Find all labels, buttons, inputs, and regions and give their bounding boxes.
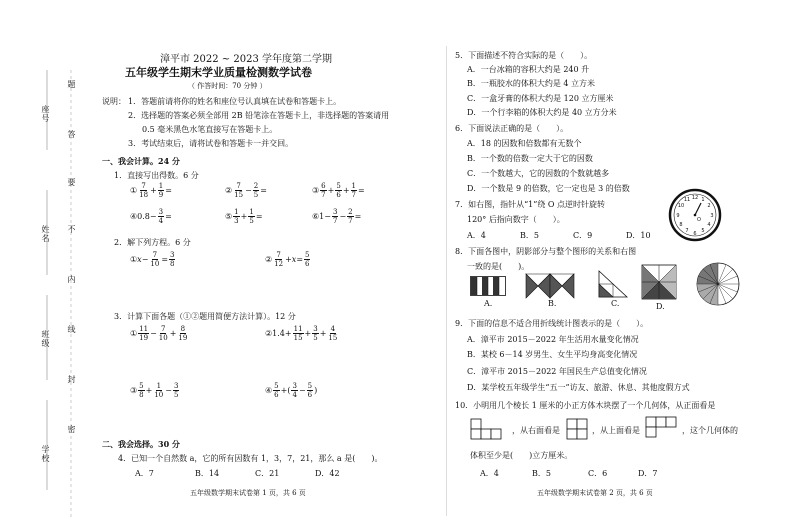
q9-option: B．某校 6－14 岁男生、女生平均身高变化情况 [467, 350, 638, 359]
q3-title: 3．计算下面各题（①②题用简便方法计算）。12 分 [114, 312, 296, 321]
seal-char: 封 [67, 375, 76, 384]
svg-text:5: 5 [701, 228, 705, 234]
svg-text:2: 2 [707, 203, 711, 209]
svg-text:10: 10 [677, 203, 685, 209]
instruction-item: 2．选择题的答案必须全部用 2B 铅笔涂在答题卡上，非选择题的答案请用 [128, 111, 390, 120]
q7-option: B．5 [520, 231, 539, 240]
footer-left: 五年级数学期末试卷第 1 页，共 6 页 [190, 489, 306, 497]
instruction-item: 3．考试结束后，请将试卷和答题卡一并交回。 [128, 139, 294, 148]
header-line1: 漳平市 2022 ~ 2023 学年度第二学期 [160, 54, 332, 65]
q10-option: A．4 [480, 469, 499, 478]
instruction-item: 1．答题前请将你的姓名和座位号认真填在试卷和答题卡上。 [128, 97, 342, 106]
q10-option: C．6 [588, 469, 608, 478]
q7-option: C．9 [573, 231, 593, 240]
q4-option: A．7 [135, 469, 154, 478]
seal-char: 内 [67, 275, 76, 284]
q1-item-5: ⑤ $\frac{1}{3}$ + $\frac{1}{5}$ = [225, 208, 263, 225]
svg-text:1: 1 [701, 197, 705, 203]
section1-title: 一、我会计算。24 分 [102, 156, 180, 166]
q2-item-1: ① x − $\frac{7}{10}$ = $\frac{3}{8}$ [130, 251, 175, 268]
label-banji: 班级 [41, 330, 50, 348]
q9-option: C．漳平市 2015－2022 年国民生产总值变化情况 [467, 367, 647, 376]
figure-c [598, 270, 628, 298]
front-view-figure [470, 418, 510, 442]
q1-item-1: ① $\frac{7}{18}$ + $\frac{1}{9}$ = [130, 182, 172, 199]
q7-stem-2: 120° 后指向数字（ ）。 [467, 215, 565, 224]
seal-char: 密 [67, 425, 76, 434]
figure-b [525, 273, 579, 299]
q9-option: A．漳平市 2015－2022 年生活用水量变化情况 [467, 335, 639, 344]
q1-item-4: ④0.8− $\frac{3}{4}$ = [130, 208, 172, 225]
q10-mid-2: ，从上面看是 [592, 426, 640, 435]
q4-option: D．42 [315, 469, 340, 478]
seal-char: 线 [67, 325, 76, 334]
svg-text:7: 7 [685, 228, 689, 234]
svg-text:11: 11 [683, 197, 691, 203]
section2-title: 二、我会选择。30 分 [102, 439, 180, 449]
q5-option: A．一台冰箱的容积大约是 240 升 [467, 65, 590, 74]
q6-option: D．一个数是 9 的倍数，它一定也是 3 的倍数 [467, 184, 630, 193]
q9-stem: 9．下面的信息不适合用折线统计图表示的是（ ）。 [455, 319, 649, 328]
label-xuexiao: 学校 [41, 445, 50, 463]
seal-char: 要 [67, 178, 76, 187]
figure-b-label: B. [548, 299, 557, 308]
q4-option: B．14 [195, 469, 220, 478]
seal-char: 题 [67, 80, 76, 89]
svg-text:8: 8 [679, 222, 683, 228]
q8-stem-1: 8．下面各图中，阴影部分与整个图形的关系和右图 [455, 247, 637, 256]
q6-option: C．一个数越大，它的因数的个数就越多 [467, 169, 610, 178]
q3-item-1: ① $\frac{11}{19}$ − $\frac{7}{10}$ + $\frac{8}{19}$ [130, 325, 188, 342]
q1-item-6: ⑥1− $\frac{3}{7}$ − $\frac{2}{7}$ = [312, 208, 362, 225]
label-zuohao: 座号 [41, 105, 50, 123]
q10-option: B．5 [532, 469, 551, 478]
instructions-label: 说明： [102, 97, 126, 106]
figure-a-label: A. [484, 299, 493, 308]
q4-option: C．21 [255, 469, 280, 478]
q3-item-2: ②1.4+ $\frac{11}{15}$ + $\frac{3}{5}$ + $\frac{4}{15}$ [265, 325, 338, 342]
figure-d-label: D. [656, 302, 665, 311]
q6-stem: 6．下面说法正确的是（ ）。 [455, 124, 569, 133]
q3-item-4: ④ $\frac{5}{6}$ +( $\frac{3}{4}$ − $\frac{5}{6}$ ) [265, 382, 318, 399]
q8-stem-2: 一致的是( )。 [467, 262, 530, 271]
reference-circle-figure [696, 262, 740, 306]
q5-option: B．一瓶胶水的体积大约是 4 立方米 [467, 79, 596, 88]
q7-option: D．10 [626, 231, 651, 240]
q10-mid-3: ，这个几何体的 [682, 426, 738, 435]
seal-char: 不 [67, 225, 76, 234]
q2-title: 2．解下列方程。6 分 [114, 238, 191, 247]
q10-stem: 10．小明用几个棱长 1 厘米的小正方体木块摆了一个几何体，从正面看是 [455, 401, 716, 410]
svg-text:12: 12 [691, 195, 699, 201]
svg-text:9: 9 [676, 213, 680, 219]
q6-option: A．18 的因数和倍数都有无数个 [467, 139, 582, 148]
svg-text:3: 3 [710, 213, 714, 219]
q10-mid-1: ，从右面看是 [512, 426, 560, 435]
q7-option: A．4 [467, 231, 486, 240]
seal-char: 答 [67, 130, 76, 139]
q2-item-2: ② $\frac{7}{12}$ + x = $\frac{5}{6}$ [265, 251, 310, 268]
q5-stem: 5．下面描述不符合实际的是（ ）。 [455, 51, 593, 60]
exam-time: （ 作答时间：70 分钟 ） [188, 82, 267, 90]
q5-option: C．一盒牙膏的体积大约是 120 立方厘米 [467, 94, 614, 103]
svg-text:4: 4 [707, 222, 711, 228]
right-view-figure [566, 418, 590, 442]
q10-end: 体积至少是( )立方厘米。 [470, 451, 573, 460]
q4-stem: 4．已知一个自然数 a，它的所有因数有 1，3，7，21，那么 a 是( )。 [118, 454, 383, 463]
q5-option: D．一个行李箱的体积大约是 40 立方分米 [467, 108, 617, 117]
label-xingming: 姓名 [41, 225, 50, 243]
q6-option: B．一个数的倍数一定大于它的因数 [467, 154, 593, 163]
top-view-figure [645, 416, 681, 442]
q1-item-2: ② $\frac{7}{15}$ − $\frac{2}{5}$ = [225, 182, 267, 199]
clock-center-label: O [697, 217, 701, 223]
name-lines [44, 60, 74, 520]
figure-d [641, 264, 677, 300]
q3-item-3: ③ $\frac{5}{8}$ + $\frac{1}{10}$ − $\frac{3}{5}$ [130, 382, 179, 399]
clock-icon [668, 188, 722, 242]
page-title: 五年级学生期末学业质量检测数学试卷 [125, 66, 312, 79]
footer-right: 五年级数学期末试卷第 2 页，共 6 页 [537, 489, 653, 497]
q9-option: D．某学校五年级学生“五一”访友、旅游、休息、其他度假方式 [467, 383, 690, 392]
q1-title: 1．直接写出得数。6 分 [114, 171, 199, 180]
svg-text:6: 6 [693, 231, 697, 237]
page-divider [446, 46, 447, 516]
figure-a [470, 276, 506, 296]
instruction-item: 0.5 毫米黑色水笔直接写在答题卡上。 [142, 125, 278, 134]
q10-option: D．7 [638, 469, 658, 478]
figure-c-label: C. [611, 299, 620, 308]
q1-item-3: ③ $\frac{6}{7}$ + $\frac{5}{6}$ + $\frac{1}{7}$ = [312, 182, 365, 199]
q7-stem-1: 7．如右图，指针从“1”绕 O 点逆时针旋转 [455, 200, 606, 209]
